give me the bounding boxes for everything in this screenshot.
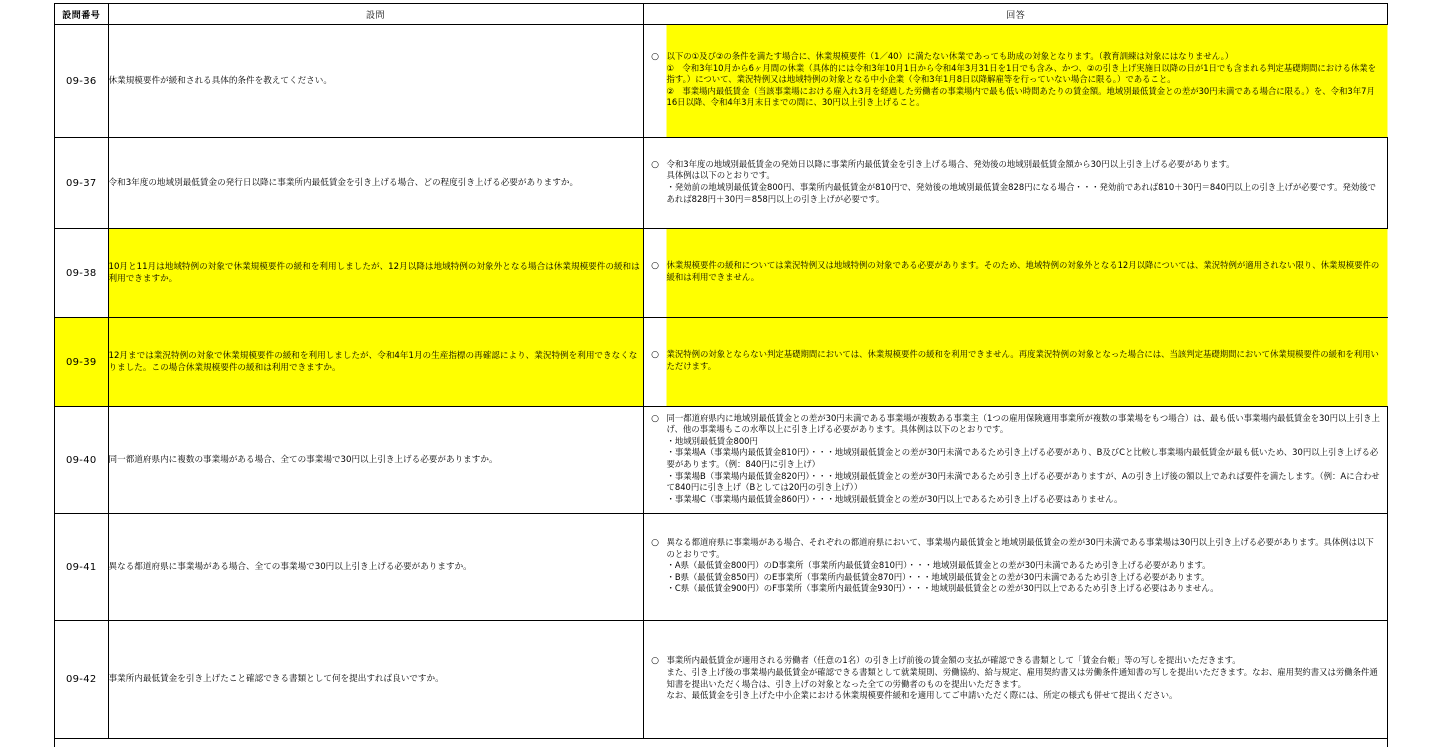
- answer-cell: [643, 514, 1388, 621]
- answer-circle-icon: ○: [651, 261, 659, 272]
- answer-text: 以下の①及び②の条件を満たす場合に、休業規模要件（1／40）に満たない休業であっても助成の対象となります。（教育訓練は対象にはなりません。） ① 令和3年10月から6ヶ月間の休業（具体的には令和3年10月1日から令和4年3月31日を1日でも含み、かつ、②の引き上げ実施日以降の日が1日でも含まれる判定基礎期間における休業を指す。）について、業況特例又は地域特例の対象となる中小企業（令和3年1月8日以降解雇等を行っていない場合に限る。）であること。 ② 事業場内最低賃金（当該事業場における雇入れ3月を経過した労働者の事業場内で最も低い時間あたりの賃金額。地域別最低賃金との差が30円未満である場合に限る。）を、令和3年7月16日以降、令和4年3月末日までの間に、30円以上引き上げること。: [666, 51, 1377, 108]
- question-number: 09-38: [55, 229, 108, 318]
- answer-text: 事業所内最低賃金が適用される労働者（任意の1名）の引き上げ前後の賃金額の支払が確認できる書類として「賃金台帳」等の写しを提出いただきます。 また、引き上げ後の事業場内最低賃金が確認できる書類として就業規則、労働協約、給与規定、雇用契約書又は労働条件通知書の写しを提出いただきます。なお、雇用契約書又は労働条件通知書を提出いただく場合は、引き上げの対象となった全ての労働者のものを提出いただきます。 なお、最低賃金を引き上げた中小企業における休業規模要件緩和を適用してご申請いただく際には、所定の様式も併せて提出ください。: [666, 655, 1378, 701]
- question-text: 令和3年度の地域別最低賃金の発行日以降に事業所内最低賃金を引き上げる場合、どの程度引き上げる必要がありますか。: [108, 138, 643, 229]
- answer-cell: [643, 138, 1388, 229]
- answer-text: 業況特例の対象とならない判定基礎期間においては、休業規模要件の緩和を利用できません。再度業況特例の対象となった場合には、当該判定基礎期間において休業規模要件の緩和を利用いただけます。: [666, 349, 1379, 371]
- question-text: 12月までは業況特例の対象で休業規模要件の緩和を利用しましたが、令和4年1月の生産指標の再確認により、業況特例を利用できなくなりました。この場合休業規模要件の緩和は利用できますか。: [108, 318, 643, 407]
- header-row: [55, 4, 1388, 25]
- question-number: 09-42: [55, 621, 108, 739]
- answer-text: 休業規模要件の緩和については業況特例又は地域特例の対象である必要があります。そのため、地域特例の対象外となる12月以降については、業況特例が適用されない限り、休業規模要件の緩和は利用できません。: [666, 260, 1380, 282]
- header-answer: 回答: [643, 4, 1388, 25]
- question-text: 異なる都道府県に事業場がある場合、全ての事業場で30円以上引き上げる必要がありますか。: [108, 514, 643, 621]
- question-text: 事業所内最低賃金を引き上げたこと確認できる書類として何を提出すれば良いですか。: [108, 621, 643, 739]
- table-row: [55, 621, 1388, 739]
- header-number: 設問番号: [55, 4, 108, 25]
- answer-circle-icon: ○: [651, 52, 659, 63]
- table-row: [55, 138, 1388, 229]
- question-text: 休業規模要件が緩和される具体的条件を教えてください。: [108, 25, 643, 138]
- qa-table: [55, 4, 1388, 739]
- question-number: 09-39: [55, 318, 108, 407]
- table-row: [55, 514, 1388, 621]
- question-number: 09-40: [55, 407, 108, 514]
- answer-cell: [643, 621, 1388, 739]
- table-row: [55, 318, 1388, 407]
- question-text: 同一都道府県内に複数の事業場がある場合、全ての事業場で30円以上引き上げる必要がありますか。: [108, 407, 643, 514]
- table-row: [55, 25, 1388, 138]
- question-text: 10月と11月は地域特例の対象で休業規模要件の緩和を利用しましたが、12月以降は地域特例の対象外となる場合は休業規模要件の緩和は利用できますか。: [108, 229, 643, 318]
- qa-sheet: [54, 3, 1388, 747]
- question-number: 09-41: [55, 514, 108, 621]
- answer-circle-icon: ○: [651, 413, 659, 424]
- answer-cell: [643, 25, 1388, 138]
- answer-circle-icon: ○: [651, 159, 659, 170]
- answer-cell: [643, 318, 1388, 407]
- answer-circle-icon: ○: [651, 350, 659, 361]
- answer-circle-icon: ○: [651, 538, 659, 549]
- answer-text: 令和3年度の地域別最低賃金の発効日以降に事業所内最低賃金を引き上げる場合、発効後の地域別最低賃金額から30円以上引き上げる必要があります。 具体例は以下のとおりです。 ・発効前の地域別最低賃金800円、事業所内最低賃金が810円で、発効後の地域別最低賃金828円になる場合・・・発効前であれば810＋30円＝840円以上の引き上げが必要です。発効後であれば828円＋30円＝858円以上の引き上げが必要です。: [666, 158, 1376, 204]
- table-row: [55, 229, 1388, 318]
- answer-cell: [643, 407, 1388, 514]
- question-number: 09-37: [55, 138, 108, 229]
- header-question: 設問: [108, 4, 643, 25]
- answer-text: 同一都道府県内に地域別最低賃金との差が30円未満である事業場が複数ある事業主（1つの雇用保険適用事業所が複数の事業場をもつ場合）は、最も低い事業場内最低賃金を30円以上引き上げ、他の事業場もこの水準以上に引き上げる必要があります。具体例は以下のとおりです。 ・地域別最低賃金800円 ・事業場A（事業場内最低賃金810円）・・・地域別最低賃金との差が30円未満であるため引き上げる必要があり、B及びCと比較し事業場内最低賃金が最も低いため、30円以上引き上げる必要があります。（例：840円に引き上げ） ・事業場B（事業場内最低賃金820円）・・・地域別最低賃金との差が30円未満であるため引き上げる必要がありますが、Aの引き上げ後の額以上であれば要件を満たします。（例：Aに合わせて840円に引き上げ（Bとしては20円の引き上げ）） ・事業場C（事業場内最低賃金860円）・・・地域別最低賃金との差が30円以上であるため引き上げる必要はありません。: [666, 412, 1380, 504]
- question-number: 09-36: [55, 25, 108, 138]
- answer-text: 異なる都道府県に事業場がある場合、それぞれの都道府県において、事業場内最低賃金と地域別最低賃金の差が30円未満である事業場は30円以上引き上げる必要があります。具体例は以下のとおりです。 ・A県（最低賃金800円）のD事業所（事業所内最低賃金810円）・・・地域別最低賃金との差が30円未満であるため引き上げる必要があります。 ・B県（最低賃金850円）のE事業所（事業所内最低賃金870円）・・・地域別最低賃金との差が30円未満であるため引き上げる必要があります。 ・C県（最低賃金900円）のF事業所（事業所内最低賃金930円）・・・地域別最低賃金との差が30円以上であるため引き上げる必要はありません。: [666, 537, 1374, 594]
- table-row: [55, 407, 1388, 514]
- answer-cell: [643, 229, 1388, 318]
- answer-circle-icon: ○: [651, 656, 659, 667]
